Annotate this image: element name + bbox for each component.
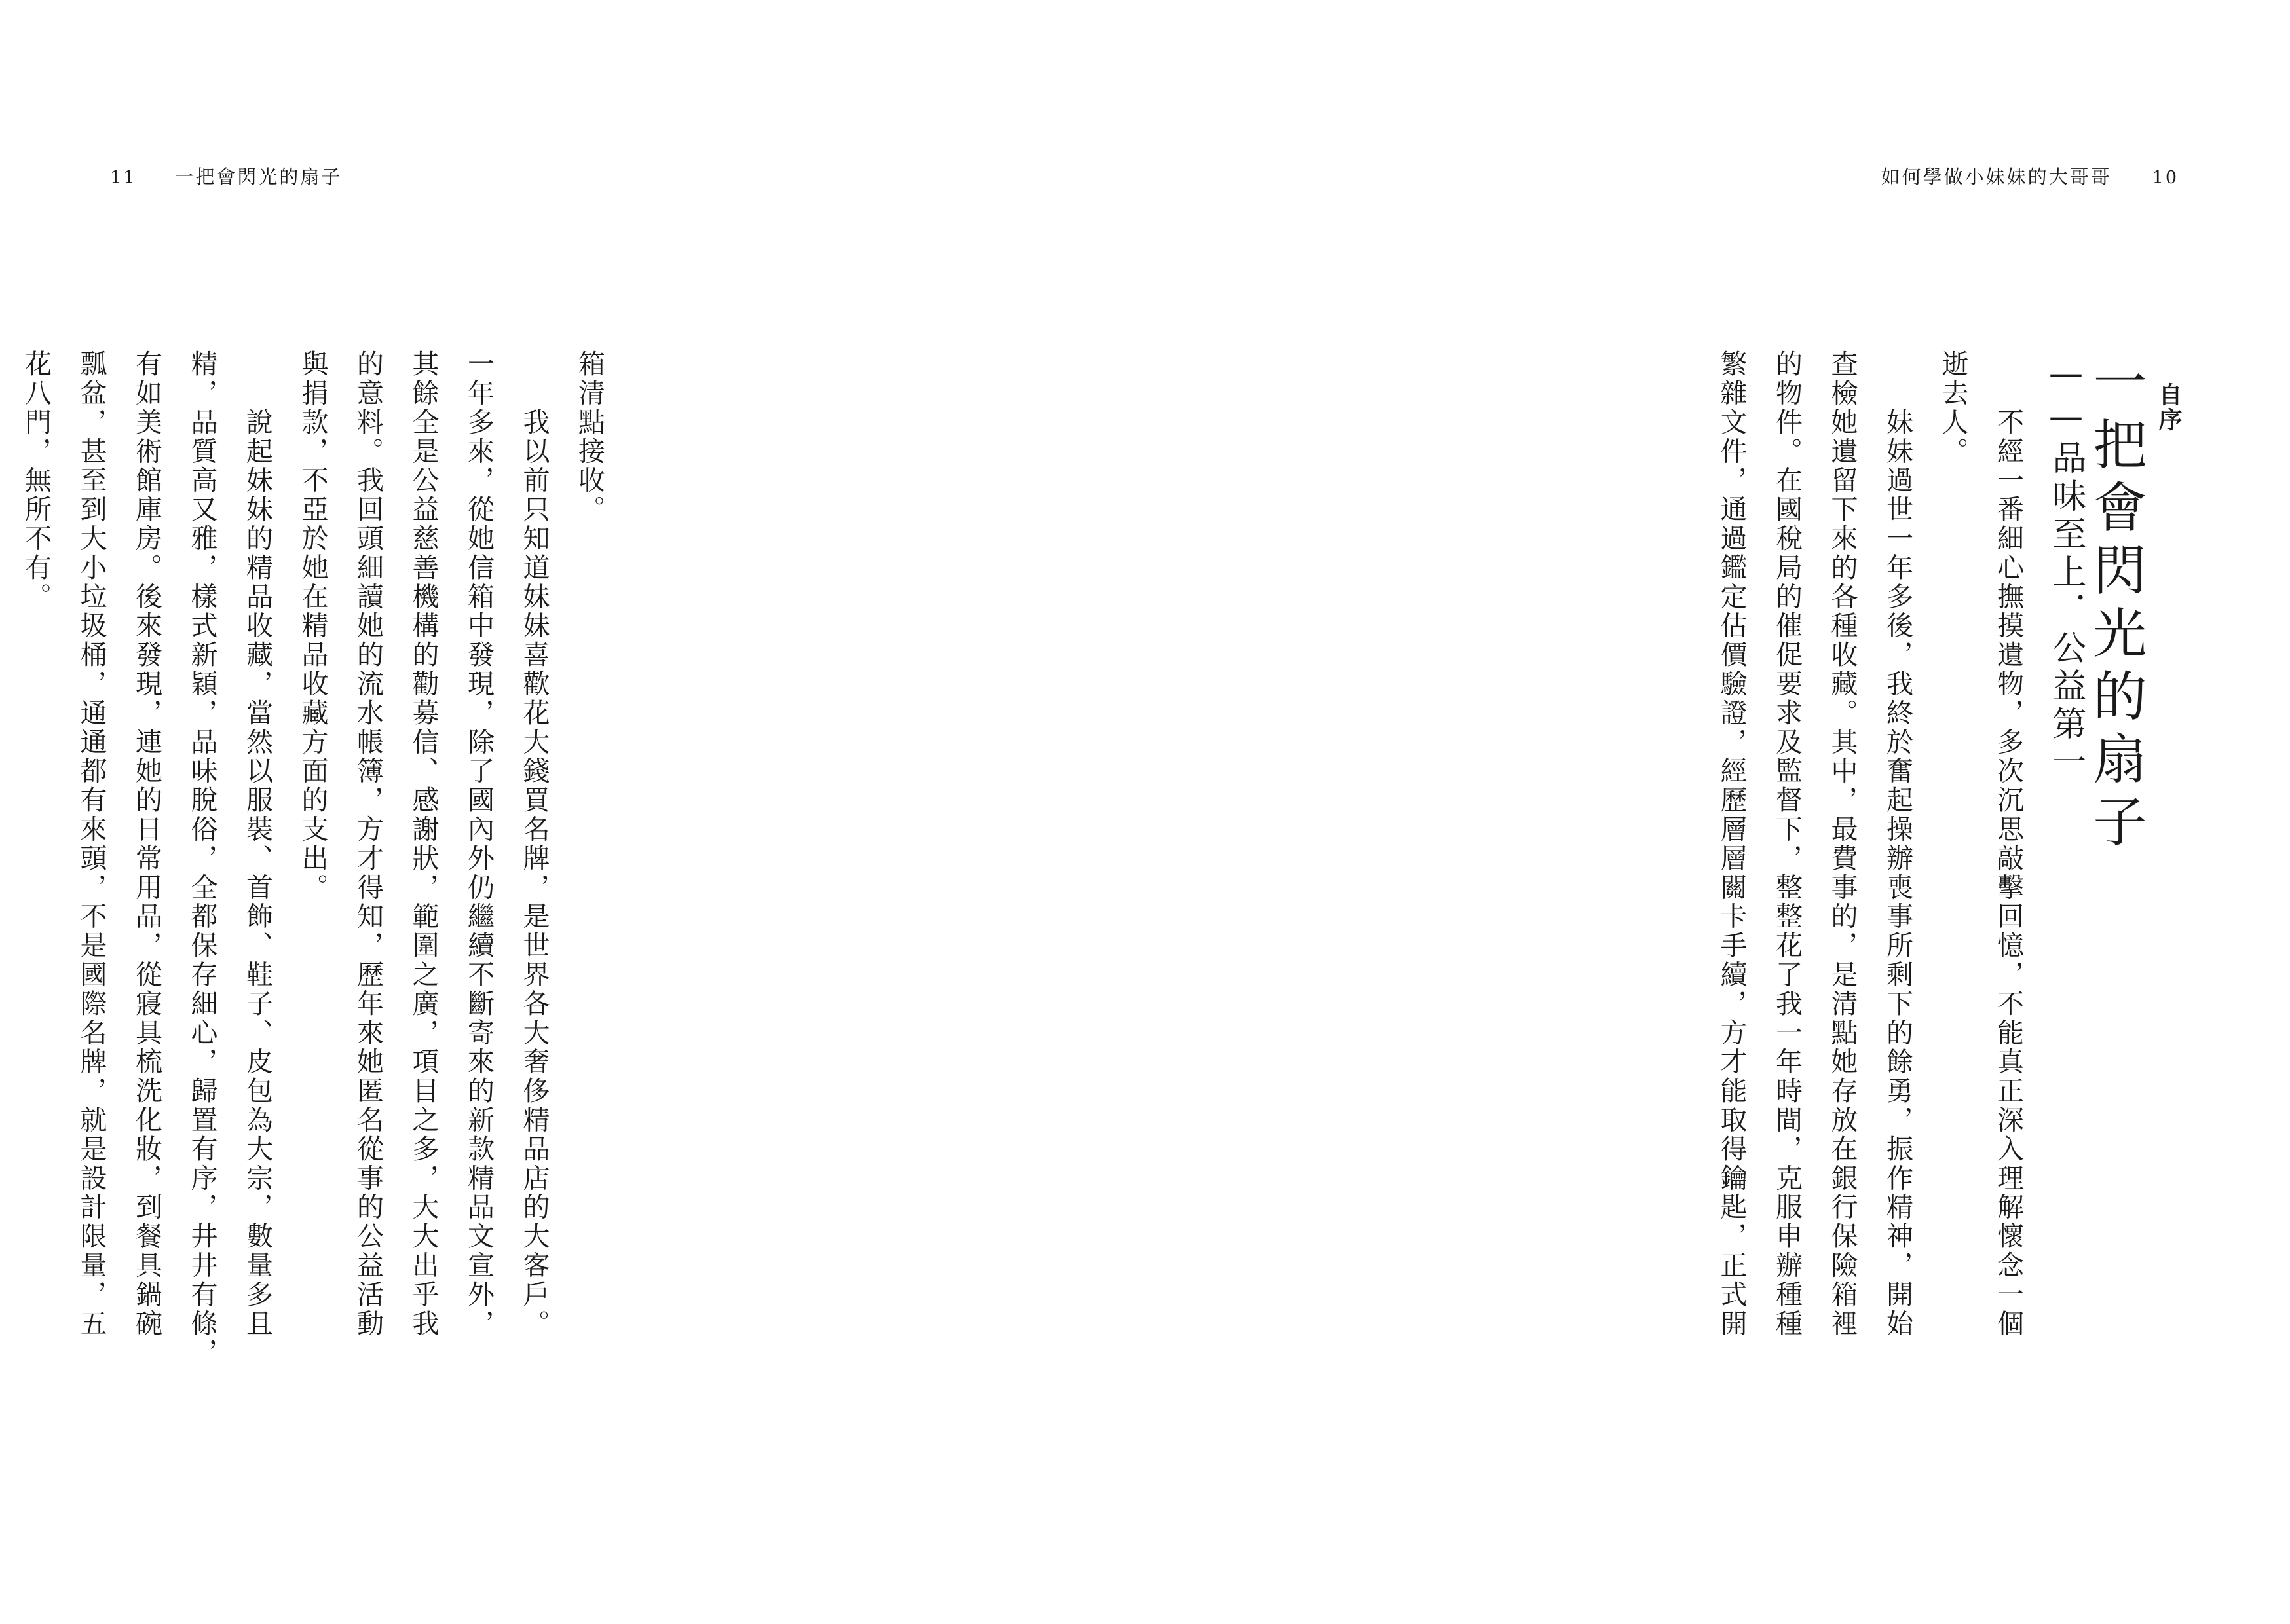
right-header-title: 如何學做小妹妹的大哥哥 <box>1881 166 2112 188</box>
left-header-title: 一把會閃光的扇子 <box>174 166 343 188</box>
text-column: 其餘全是公益慈善機構的勸募信、感謝狀，範圍之廣，項目之多，大大出乎我 <box>407 350 440 1338</box>
right-page-number: 10 <box>2152 168 2179 188</box>
left-page-number: 11 <box>110 168 137 188</box>
text-column: 花八門，無所不有。 <box>20 350 52 612</box>
text-column: 說起妹妹的精品收藏，當然以服裝、首飾、鞋子、皮包為大宗，數量多且 <box>242 350 273 1338</box>
section-label: 自序 <box>2155 382 2182 432</box>
text-column <box>0 350 9 1404</box>
left-body-text <box>0 350 617 1404</box>
text-column: 我以前只知道妹妹喜歡花大錢買名牌，是世界各大奢侈精品店的大客戶。 <box>518 350 550 1338</box>
right-page <box>1145 0 2290 1624</box>
text-column: 繁雜文件，通過鑑定估價驗證，經歷層層關卡手續，方才能取得鑰匙，正式開 <box>1716 350 1748 1338</box>
text-column: 一年多來，從她信箱中發現，除了國內外仍繼續不斷寄來的新款精品文宣外， <box>463 350 495 1338</box>
text-column: 精，品質高又雅，樣式新穎，品味脫俗，全都保存細心，歸置有序，井井有條， <box>186 350 218 1367</box>
right-body-text <box>1704 350 2036 1404</box>
text-column: 瓢盆，甚至到大小垃圾桶，通通都有來頭，不是國際名牌，就是設計限量，五 <box>75 350 107 1338</box>
text-column: 有如美術館庫房。後來發現，連她的日常用品，從寢具梳洗化妝，到餐具鍋碗 <box>131 350 162 1338</box>
text-column: 查檢她遺留下來的各種收藏。其中，最費事的，是清點她存放在銀行保險箱裡 <box>1826 350 1858 1338</box>
text-column: 與捐款，不亞於她在精品收藏方面的支出。 <box>297 350 329 902</box>
right-running-header <box>1881 162 2179 189</box>
chapter-subtitle: ——品味至上．公益第一 <box>2046 354 2086 782</box>
text-column: 逝去人。 <box>1937 350 1969 466</box>
text-column: 的物件。在國稅局的催促要求及監督下，整整花了我一年時間，克服申辦種種 <box>1771 350 1803 1338</box>
text-column: 箱清點接收。 <box>574 350 605 525</box>
text-column: 不經一番細心撫摸遺物，多次沉思敲擊回憶，不能真正深入理解懷念一個 <box>1993 350 2024 1338</box>
left-running-header <box>110 162 342 189</box>
text-column: 的意料。我回頭細讀她的流水帳簿，方才得知，歷年來她匿名從事的公益活動 <box>352 350 384 1338</box>
text-column: 妹妹過世一年多後，我終於奮起操辦喪事所剩下的餘勇，振作精神，開始 <box>1882 350 1913 1338</box>
chapter-title: 一把會閃光的扇子 <box>2084 354 2147 857</box>
